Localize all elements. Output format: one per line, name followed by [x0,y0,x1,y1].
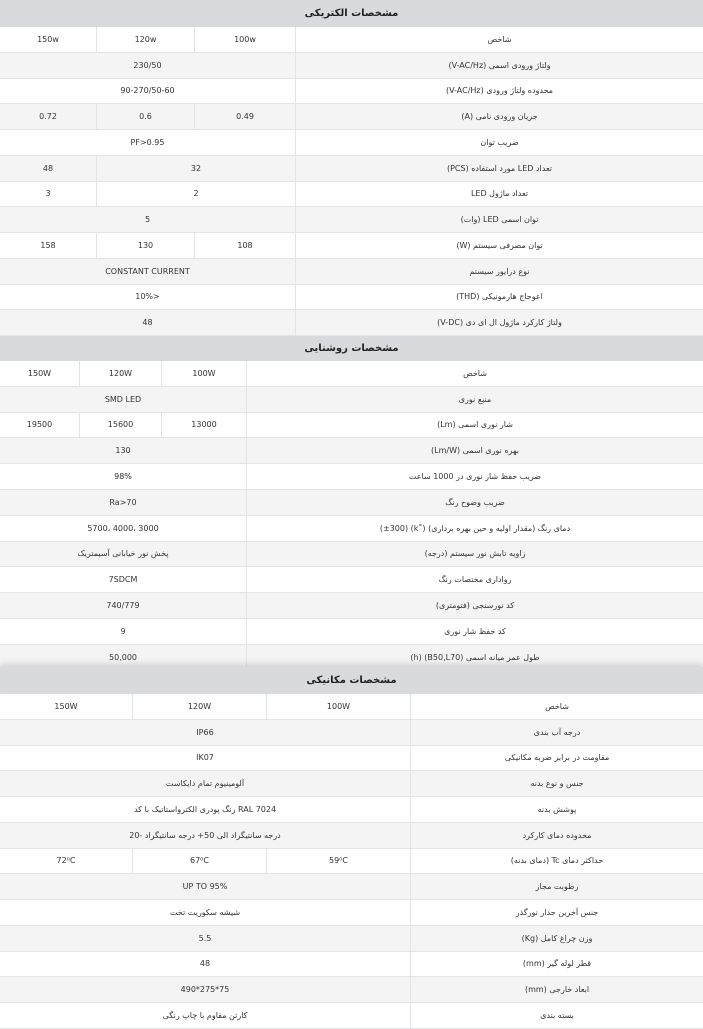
value-cells [0,952,410,977]
value-cell: CONSTANT CURRENT [105,266,190,276]
row-label: شاخص [410,694,703,719]
value-cell: 490*275*75 [180,985,230,995]
value-cell: 13000 [191,420,217,430]
row-label: قطر لوله گیر (mm) [410,952,703,977]
value-cell: 0.49 [236,112,254,122]
value-cells [0,645,246,670]
mechanical-section [0,667,703,1029]
value-cells [0,823,410,848]
value-cell: 7SDCM [108,575,138,585]
value-cell: 100W [326,701,351,711]
value-cells [0,849,410,874]
value-cell: 100w [234,34,256,44]
table-row [0,542,703,568]
value-cell: 150W [0,361,80,386]
row-label: محدوده ولتاژ ورودی (V-AC/Hz) [295,79,703,104]
value-cell: 150W [0,694,133,719]
table-row [0,797,703,823]
table-row [0,438,703,464]
mechanical-section-title: مشخصات مکانیکی [0,667,703,694]
table-row [0,516,703,542]
row-label: جریان ورودی نامی (A) [295,104,703,129]
row-label: محدوده دمای کارکرد [410,823,703,848]
table-row [0,849,703,875]
row-label: نوع درایور سیستم [295,259,703,284]
value-cell: 48 [0,156,97,181]
table-row [0,720,703,746]
table-row [0,952,703,978]
value-cell: 5 [144,215,151,225]
value-cell: 0.6 [97,104,195,129]
row-label: جنس و نوع بدنه [410,771,703,796]
value-cell: 120W [80,361,162,386]
table-row [0,567,703,593]
value-cell: 10%> [135,292,160,302]
value-cells [0,438,246,463]
value-cells [0,516,246,541]
value-cells [0,310,295,335]
value-cell: 32 [190,163,202,173]
row-label: ولتاژ کارکرد ماژول ال ای دی (V-DC) [295,310,703,335]
value-cells [0,207,295,232]
lighting-section-title: مشخصات روشنایی [0,336,703,361]
value-cell: رنگ پودری الکترواستاتیک با کد RAL 7024 [133,804,277,814]
table-row [0,694,703,720]
value-cells [0,771,410,796]
row-label: توان اسمی LED (وات) [295,207,703,232]
value-cell: 740/779 [106,601,140,611]
row-label: توان مصرفی سیستم (W) [295,233,703,258]
value-cells [0,53,295,78]
value-cells [0,797,410,822]
row-label: منبع نوری [246,387,703,412]
value-cell: 9 [120,626,126,636]
value-cells [0,156,295,181]
table-row [0,104,703,130]
value-cell: 48 [142,318,153,328]
table-row [0,130,703,156]
table-row [0,79,703,105]
row-label: طول عمر میانه اسمی (B50,L70) (h) [246,645,703,670]
row-label: شاخص [246,361,703,386]
value-cell: IK07 [196,753,214,763]
value-cell: 5700، 4000، 3000 [87,523,159,533]
table-row [0,593,703,619]
value-cell: SMD LED [104,394,142,404]
table-row [0,310,703,336]
row-label: بسته بندی [410,1003,703,1028]
value-cells [0,79,295,104]
table-row [0,746,703,772]
table-row [0,361,703,387]
mechanical-table [0,694,703,1029]
table-row [0,874,703,900]
row-label: ولتاژ ورودی اسمی (V-AC/Hz) [295,53,703,78]
value-cell: 0.72 [0,104,97,129]
value-cell: 59⁰C [329,856,348,866]
value-cell: شیشه سکوریت تخت [169,907,241,917]
row-label: وزن چراغ کامل (Kg) [410,926,703,951]
value-cells [0,694,410,719]
value-cell: 19500 [0,413,80,438]
table-row [0,619,703,645]
value-cell: Ra>70 [109,497,137,507]
value-cell: 67⁰C [133,849,267,874]
value-cell: 20- درجه سانتیگراد الی 50+ درجه سانتیگراد [129,830,281,840]
table-row [0,259,703,285]
value-cells [0,464,246,489]
value-cells [0,233,295,258]
value-cells [0,542,246,567]
row-label: کد حفظ شار نوری [246,619,703,644]
electrical-table [0,27,703,336]
value-cell: پخش نور خیابانی آسیمتریک [77,549,169,559]
value-cells [0,926,410,951]
lighting-section [0,336,703,671]
row-label: بهره نوری اسمی (Lm/W) [246,438,703,463]
table-row [0,900,703,926]
value-cell: 3 [0,182,97,207]
value-cells [0,720,410,745]
value-cells [0,182,295,207]
value-cell: 90-270/50-60 [120,86,175,96]
electrical-section-title: مشخصات الکتریکی [0,0,703,27]
value-cell: 120W [133,694,267,719]
value-cell: 130 [97,233,195,258]
value-cells [0,104,295,129]
table-row [0,823,703,849]
row-label: رواداری مختصات رنگ [246,567,703,592]
table-row [0,771,703,797]
value-cell: 48 [199,959,211,969]
table-row [0,182,703,208]
value-cell: 108 [237,240,253,250]
row-label: زاویه تابش نور سیستم (درجه) [246,542,703,567]
row-label: شاخص [295,27,703,52]
value-cell: 5.5 [198,933,212,943]
value-cell: 72⁰C [0,849,133,874]
value-cells [0,387,246,412]
value-cell: 120w [97,27,195,52]
table-row [0,926,703,952]
value-cells [0,619,246,644]
table-row [0,285,703,311]
value-cells [0,413,246,438]
value-cells [0,593,246,618]
value-cell: 98% [114,472,132,482]
value-cells [0,1003,410,1028]
value-cell: 100W [192,368,216,378]
table-row [0,413,703,439]
value-cell: آلومینیوم تمام دایکاست [165,779,245,789]
row-label: ضریب وضوح رنگ [246,490,703,515]
table-row [0,233,703,259]
value-cell: 130 [115,446,131,456]
row-label: ضریب حفظ شار نوری در 1000 ساعت [246,464,703,489]
value-cells [0,977,410,1002]
row-label: شار نوری اسمی (Lm) [246,413,703,438]
row-label: جنس آخرین جدار نورگذر [410,900,703,925]
value-cells [0,567,246,592]
value-cell: 15600 [80,413,162,438]
row-label: اعوجاج هارمونیکی (THD) [295,285,703,310]
row-label: دمای رنگ (مقدار اولیه و حین بهره برداری) (˚k) (±300) [246,516,703,541]
value-cells [0,746,410,771]
electrical-section [0,0,703,336]
table-row [0,53,703,79]
table-row [0,490,703,516]
value-cells [0,900,410,925]
value-cells [0,27,295,52]
value-cells [0,874,410,899]
row-label: درجه آب بندی [410,720,703,745]
table-row [0,27,703,53]
value-cell: 230/50 [133,60,162,70]
row-label: ابعاد خارجی (mm) [410,977,703,1002]
value-cells [0,285,295,310]
table-row [0,1003,703,1029]
value-cells [0,361,246,386]
row-label: رطوبت مجاز [410,874,703,899]
value-cells [0,490,246,515]
table-row [0,387,703,413]
lighting-table [0,361,703,671]
table-row [0,156,703,182]
value-cell: کارتن مقاوم با چاپ رنگی [162,1010,248,1020]
row-label: تعداد LED مورد استفاده (PCS) [295,156,703,181]
value-cells [0,130,295,155]
row-label: ضریب توان [295,130,703,155]
row-label: کد نورسنجی (فتومتری) [246,593,703,618]
table-row [0,464,703,490]
value-cell: 2 [193,189,199,199]
table-row [0,977,703,1003]
row-label: مقاومت در برابر ضربه مکانیکی [410,746,703,771]
value-cells [0,259,295,284]
value-cell: UP TO 95% [182,882,228,892]
value-cell: 158 [0,233,97,258]
row-label: پوشش بدنه [410,797,703,822]
value-cell: 150w [0,27,97,52]
row-label: حداکثر دمای Tc (دمای بدنه) [410,849,703,874]
value-cell: IP66 [196,727,214,737]
row-label: تعداد ماژول LED [295,182,703,207]
table-row [0,207,703,233]
value-cell: PF>0.95 [130,137,165,147]
value-cell: 50,000 [109,652,137,662]
